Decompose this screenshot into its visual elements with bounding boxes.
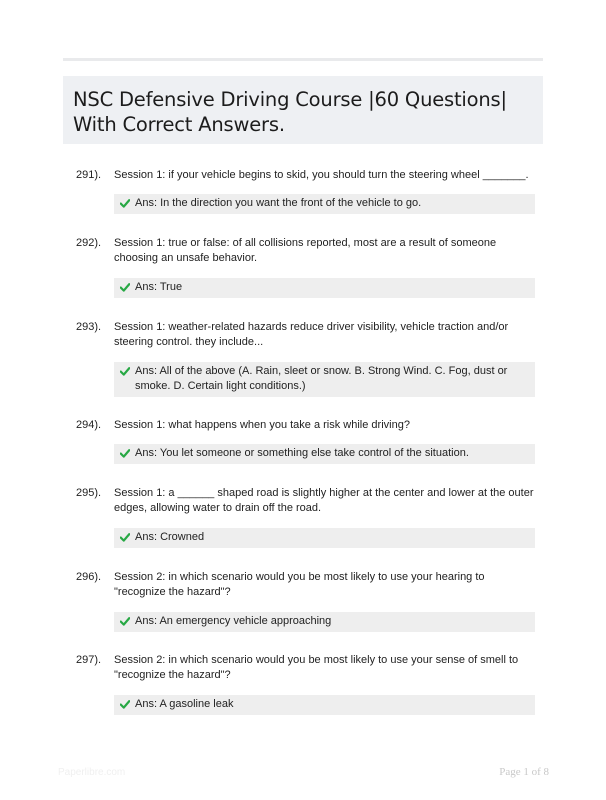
footer-source: Paperlibre.com <box>58 767 126 778</box>
checkmark-icon <box>120 449 130 458</box>
question-text: Session 1: weather-related hazards reduce driver visibility, vehicle traction and/or steering control. they include... <box>114 321 509 348</box>
checkmark-icon <box>120 283 130 292</box>
checkmark-icon <box>120 617 130 626</box>
question-text: Session 1: what happens when you take a risk while driving? <box>114 419 410 431</box>
question-number: 293). <box>76 321 102 333</box>
answer-text: Ans: An emergency vehicle approaching <box>135 615 332 627</box>
checkmark-icon <box>120 199 130 208</box>
question-text: Session 1: true or false: of all collisions reported, most are a result of someone choosing an unsafe behavior. <box>114 237 497 264</box>
answer-box <box>114 194 535 214</box>
question-text: Session 1: if your vehicle begins to skid, you should turn the steering wheel _______. <box>114 169 529 181</box>
answer-box <box>114 362 535 397</box>
answer-box <box>114 528 535 548</box>
answer-text: Ans: You let someone or something else take control of the situation. <box>135 447 469 459</box>
question-number: 296). <box>76 571 102 583</box>
answer-box <box>114 278 535 298</box>
answer-text: Ans: True <box>135 281 183 293</box>
answer-text: Ans: All of the above (A. Rain, sleet or snow. B. Strong Wind. C. Fog, dust or smoke. D. Certain light conditions.) <box>135 365 508 392</box>
checkmark-icon <box>120 700 130 709</box>
question-number: 292). <box>76 237 102 249</box>
top-divider <box>63 58 543 61</box>
answer-box <box>114 444 535 464</box>
page-indicator: Page 1 of 8 <box>499 766 549 778</box>
checkmark-icon <box>120 367 130 376</box>
checkmark-icon <box>120 533 130 542</box>
answer-text: Ans: A gasoline leak <box>135 698 234 710</box>
question-number: 294). <box>76 419 102 431</box>
question-text: Session 1: a ______ shaped road is slightly higher at the center and lower at the outer edges, allowing water to drain off the road. <box>114 487 534 514</box>
question-text: Session 2: in which scenario would you be most likely to use your sense of smell to "recognize the hazard"? <box>114 654 519 681</box>
answer-box <box>114 695 535 715</box>
answer-text: Ans: Crowned <box>135 531 205 543</box>
question-number: 291). <box>76 169 102 181</box>
document-title: NSC Defensive Driving Course |60 Questions| With Correct Answers. <box>73 88 507 136</box>
question-number: 295). <box>76 487 102 499</box>
answer-box <box>114 612 535 632</box>
answer-text: Ans: In the direction you want the front of the vehicle to go. <box>135 197 422 209</box>
question-number: 297). <box>76 654 102 666</box>
title-banner <box>63 76 543 144</box>
question-text: Session 2: in which scenario would you be most likely to use your hearing to "recognize the hazard"? <box>114 571 485 598</box>
